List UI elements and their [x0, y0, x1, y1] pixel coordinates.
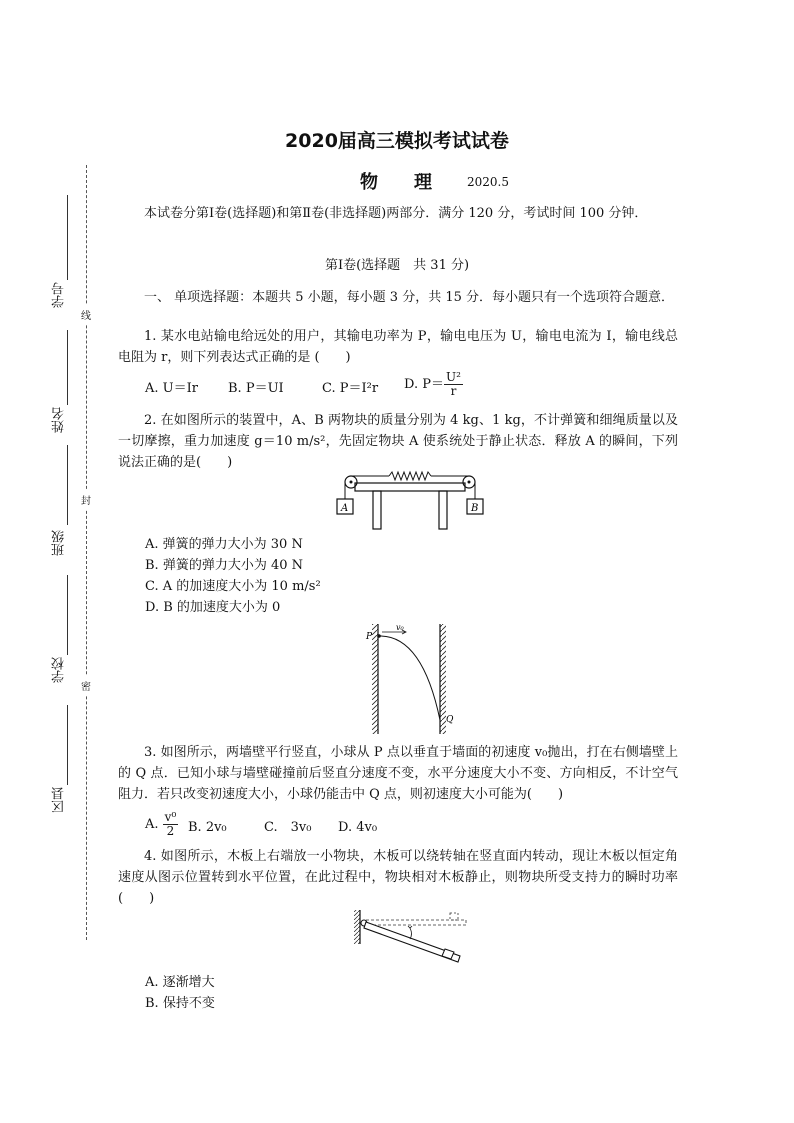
- section-heading: 第Ⅰ卷(选择题 共 31 分): [324, 258, 470, 273]
- q3-option-d[interactable]: D. 4v₀: [338, 820, 378, 835]
- q4-option-b[interactable]: B. 保持不变: [145, 996, 215, 1011]
- school-label: 学校: [52, 657, 67, 683]
- binding-line: [86, 165, 87, 940]
- q2-option-c[interactable]: C. A 的加速度大小为 10 m/s²: [145, 579, 321, 594]
- q2-option-d[interactable]: D. B 的加速度大小为 0: [145, 600, 281, 615]
- exam-title: 2020届高三模拟考试试卷: [285, 130, 509, 152]
- q3-option-a-numerator: v⁰: [164, 810, 177, 824]
- q2-option-b[interactable]: B. 弹簧的弹力大小为 40 N: [145, 558, 303, 573]
- section-instruction: 一、 单项选择题：本题共 5 小题，每小题 3 分，共 15 分．每小题只有一个选项符合题意．: [144, 290, 675, 305]
- q4-figure-board: [350, 908, 470, 972]
- q3-velocity-label: v₀: [396, 623, 404, 632]
- q2-option-a[interactable]: A. 弹簧的弹力大小为 30 N: [145, 537, 303, 552]
- subject-title: 物 理: [360, 172, 432, 193]
- q1-option-d[interactable]: [404, 371, 463, 398]
- q3-option-a-denominator: 2: [166, 824, 175, 838]
- q2-figure-table-spring: [333, 470, 493, 532]
- q2-block-a-label: A: [341, 503, 349, 514]
- label-underline-3: [67, 445, 68, 525]
- intro-paragraph: 本试卷分第Ⅰ卷(选择题)和第Ⅱ卷(非选择题)两部分．满分 120 分，考试时间 100 分钟．: [144, 206, 648, 221]
- q2-block-b-label: B: [471, 503, 479, 514]
- q1-option-d-fraction: [444, 371, 463, 398]
- q3-option-a-fraction: [163, 811, 179, 838]
- q1-option-a[interactable]: A. U＝Ir: [145, 381, 198, 396]
- q3-option-b[interactable]: B. 2v₀: [188, 820, 227, 835]
- name-label: 姓名: [52, 407, 67, 433]
- q1-option-d-denominator: r: [450, 384, 457, 398]
- student-id-label: 学号: [52, 282, 67, 308]
- seal-line-char: 线: [81, 305, 91, 324]
- q3-figure-walls: [362, 620, 462, 738]
- label-underline-2: [67, 330, 68, 405]
- district-label: 区县: [52, 787, 67, 813]
- q3-point-q-label: Q: [446, 715, 454, 725]
- question-3-stem: 3. 如图所示，两墙壁平行竖直，小球从 P 点以垂直于墙面的初速度 v₀抛出，打在右侧墙壁上的 Q 点．已知小球与墙壁碰撞前后竖直分速度不变，水平分速度大小不变、方向相反，不计空气阻力．若只改变初速度大小，小球仍能击中 Q 点，则初速度大小可能为( ): [118, 745, 678, 802]
- label-underline-4: [67, 575, 68, 655]
- q1-option-d-numerator: U²: [445, 370, 461, 384]
- q4-option-a[interactable]: A. 逐渐增大: [145, 975, 215, 990]
- exam-date: 2020.5: [467, 175, 509, 189]
- question-4-stem: 4. 如图所示，木板上右端放一小物块，木板可以绕转轴在竖直面内转动，现让木板以恒定角速度从图示位置转到水平位置，在此过程中，物块相对木板静止，则物块所受支持力的瞬时功率( ): [118, 849, 678, 906]
- class-label: 班级: [52, 530, 67, 556]
- q1-option-b[interactable]: B. P＝UI: [228, 381, 284, 396]
- question-1-stem: 1. 某水电站输电给远处的用户，其输电功率为 P，输电电压为 U，输电电流为 I，输电线总电阻为 r，则下列表达式正确的是 ( ): [118, 329, 678, 365]
- label-underline-5: [67, 705, 68, 785]
- q3-option-a[interactable]: [145, 811, 178, 838]
- q1-option-c[interactable]: C. P＝I²r: [322, 381, 379, 396]
- q3-option-a-prefix: A.: [145, 817, 159, 832]
- q3-option-c[interactable]: C. 3v₀: [264, 820, 312, 835]
- seal-secret-char: 密: [81, 676, 91, 695]
- q1-option-d-prefix: D. P＝: [404, 377, 444, 392]
- seal-seal-char: 封: [81, 490, 91, 509]
- q3-point-p-label: P: [366, 632, 373, 642]
- question-2-stem: 2. 在如图所示的装置中，A、B 两物块的质量分别为 4 kg、1 kg，不计弹簧和细绳质量以及一切摩擦，重力加速度 g＝10 m/s²，先固定物块 A 使系统处于静止状态．释放 A 的瞬间，下列说法正确的是( ): [118, 413, 678, 470]
